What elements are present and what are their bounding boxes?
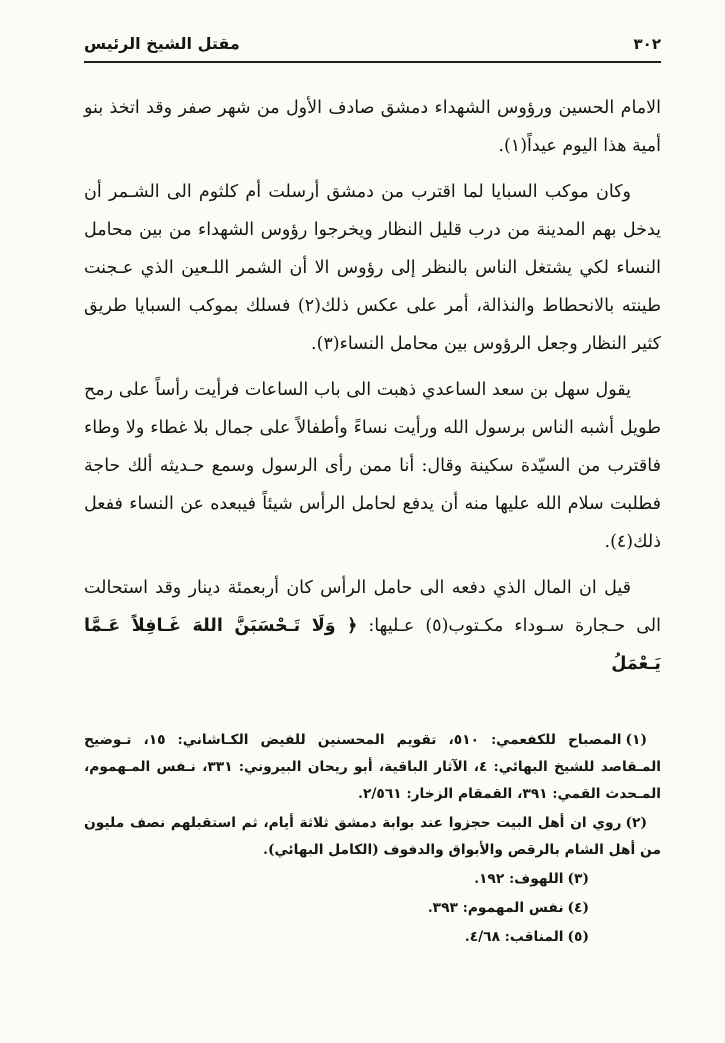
body-paragraph — [84, 371, 661, 561]
footnotes-section — [84, 727, 661, 951]
footnote-text: روي ان أهل البيت حجزوا عند بوابة دمشق ثلاثة أيام، ثم استقبلهم نصف مليون من أهل الشام بالرقص والأبواق والدفوف (الكامل البهائي). — [84, 815, 661, 858]
footnote-text: اللهوف: ١٩٢. — [474, 871, 564, 887]
paragraph-text: وكان موكب السبايا لما اقترب من دمشق أرسلت أم كلثوم الى الشـمر أن يدخل بهم المدينة من درب قليل النظار ويخرجوا رؤوس الشهداء من بين محامل النساء لكي يشتغل الناس بالنظر إلى رؤوس الا أن الشمر اللـعين الذي عـجنت طينته بالانحطاط والنذالة، أمر على عكس ذلك(٢) فسلك بموكب السبايا طريق كثير النظار وجعل الرؤوس بين محامل النساء(٣). — [84, 182, 662, 354]
page-number: ٣٠٢ — [633, 35, 661, 53]
footnote-number: (٣) — [567, 871, 589, 887]
page-body — [84, 89, 661, 683]
footnote-number: (١) — [625, 732, 647, 748]
footnote-text: المصباح للكفعمي: ٥١٠، تقويم المحسنين للفيض الكـاشاني: ١٥، تـوضيح المـقاصد للشيخ البهائي: ٤، الآثار الباقية، أبو ريحان البيروني: ٣٣١، نـفس المـهموم، المـحدث القمي: ٣٩١، القمقام الزخار: ٢/٥٦١. — [84, 732, 661, 802]
quran-verse: ﴿ وَلَا تَـحْسَبَنَّ اللهَ غَـافِلاً عَـمَّا يَـعْمَلُ — [84, 616, 661, 674]
footnote — [84, 810, 661, 864]
footnote — [84, 895, 589, 922]
footnote-text: نفس المهموم: ٣٩٣. — [427, 900, 564, 916]
body-paragraph — [84, 173, 661, 363]
footnote-number: (٤) — [567, 900, 589, 916]
body-paragraph — [84, 89, 661, 165]
footnote — [84, 727, 661, 808]
paragraph-text: الامام الحسين ورؤوس الشهداء دمشق صادف الأول من شهر صفر وقد اتخذ بنو أمية هذا اليوم عيداً(١). — [84, 98, 661, 156]
paragraph-text: قيل ان المال الذي دفعه الى حامل الرأس كان أربعمئة دينار وقد استحالت الى حـجارة سـوداء مكـتوب(٥) عـليها: — [84, 578, 661, 636]
paragraph-text: يقول سهل بن سعد الساعدي ذهبت الى باب الساعات فرأيت رأساً على رمح طويل أشبه الناس برسول الله ورأيت نساءً وأطفالاً على جمال بلا غطاء ولا وطاء فاقترب من السيّدة سكينة وقال: أنا ممن رأى الرسول وسمع حـديثه ألك حاجة فطلبت سلام الله عليها منه أن يدفع لحامل الرأس شيئاً فيبعده عن النساء ففعل ذلك(٤). — [84, 380, 661, 552]
body-paragraph — [84, 569, 661, 683]
footnote-text: المناقب: ٤/٦٨. — [464, 929, 564, 945]
footnote — [84, 924, 589, 951]
footnote-number: (٢) — [625, 815, 647, 831]
running-head — [84, 34, 661, 63]
footnote — [84, 866, 589, 893]
book-title: مقتل الشيخ الرئيس — [84, 34, 240, 53]
footnote-number: (٥) — [567, 929, 589, 945]
